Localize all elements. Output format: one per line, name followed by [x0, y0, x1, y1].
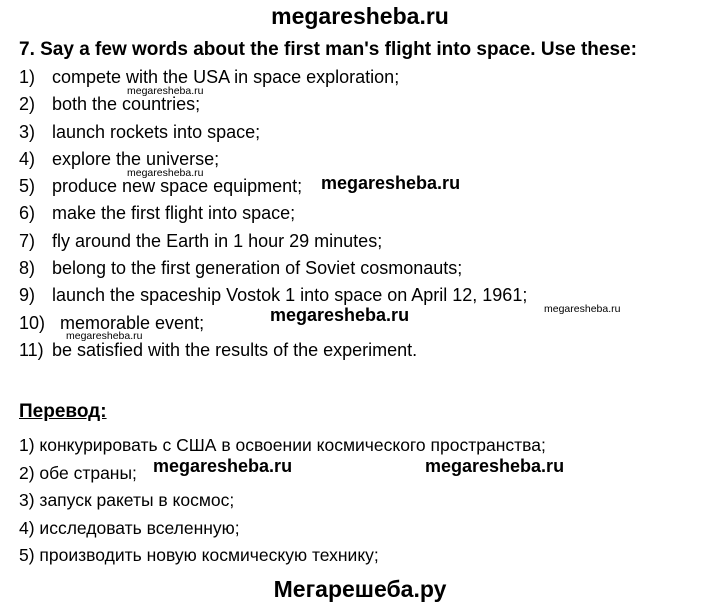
watermark-large: megaresheba.ru	[153, 456, 293, 476]
watermark-small: megaresheba.ru	[127, 167, 204, 179]
phrase-item	[19, 64, 527, 91]
phrase-number: 5)	[19, 176, 36, 197]
phrase-item	[19, 146, 527, 173]
phrase-text: make the first flight into space;	[52, 203, 296, 224]
translation-item: 5) производить новую космическую технику;	[19, 545, 379, 565]
phrase-text: explore the universe;	[52, 148, 220, 169]
phrase-text: compete with the USA in space exploration;	[52, 67, 400, 87]
phrase-number: 7)	[19, 230, 36, 251]
phrase-number: 3)	[19, 121, 36, 142]
translation-item: 4) исследовать вселенную;	[19, 517, 240, 538]
phrase-text: launch rockets into space;	[52, 121, 261, 142]
phrase-text: belong to the first generation of Soviet cosmonauts;	[52, 258, 463, 279]
translation-item: 3) запуск ракеты в космос;	[19, 490, 235, 510]
phrase-text: fly around the Earth in 1 hour 29 minutes;	[52, 230, 383, 251]
phrase-number: 9)	[19, 285, 36, 306]
phrase-number: 6)	[19, 203, 36, 224]
phrase-item	[19, 91, 527, 118]
translation-item: 2) обе страны;	[19, 462, 137, 483]
phrase-text: both the countries;	[52, 94, 201, 115]
phrase-item	[19, 200, 527, 227]
phrase-item	[19, 228, 527, 255]
phrase-text: launch the spaceship Vostok 1 into space on April 12, 1961;	[52, 285, 528, 306]
phrase-number: 10)	[19, 312, 46, 333]
watermark-small: megaresheba.ru	[127, 85, 204, 97]
phrase-number: 8)	[19, 258, 36, 279]
phrase-text: memorable event;	[60, 312, 205, 333]
watermark-small: megaresheba.ru	[66, 330, 143, 342]
phrase-number: 11)	[19, 339, 44, 360]
phrase-item	[19, 119, 527, 146]
site-header: megaresheba.ru	[271, 3, 449, 29]
site-footer: Мегарешеба.ру	[273, 576, 447, 602]
task-heading: 7. Say a few words about the first man's flight into space. Use these:	[19, 39, 637, 60]
phrase-number: 2)	[19, 94, 36, 115]
watermark-large: megaresheba.ru	[270, 305, 410, 325]
phrase-text: be satisfied with the results of the experiment.	[52, 339, 418, 360]
phrase-text: produce new space equipment;	[52, 176, 303, 197]
phrase-number: 4)	[19, 148, 36, 169]
phrase-item	[19, 255, 527, 282]
translation-item: 1) конкурировать с США в освоении космического пространства;	[19, 435, 546, 455]
translation-title: Перевод:	[19, 401, 107, 422]
translation-list	[19, 432, 546, 570]
phrase-number: 1)	[19, 67, 36, 87]
watermark-large: megaresheba.ru	[321, 173, 461, 193]
watermark-large: megaresheba.ru	[425, 456, 565, 476]
watermark-small: megaresheba.ru	[544, 303, 621, 315]
